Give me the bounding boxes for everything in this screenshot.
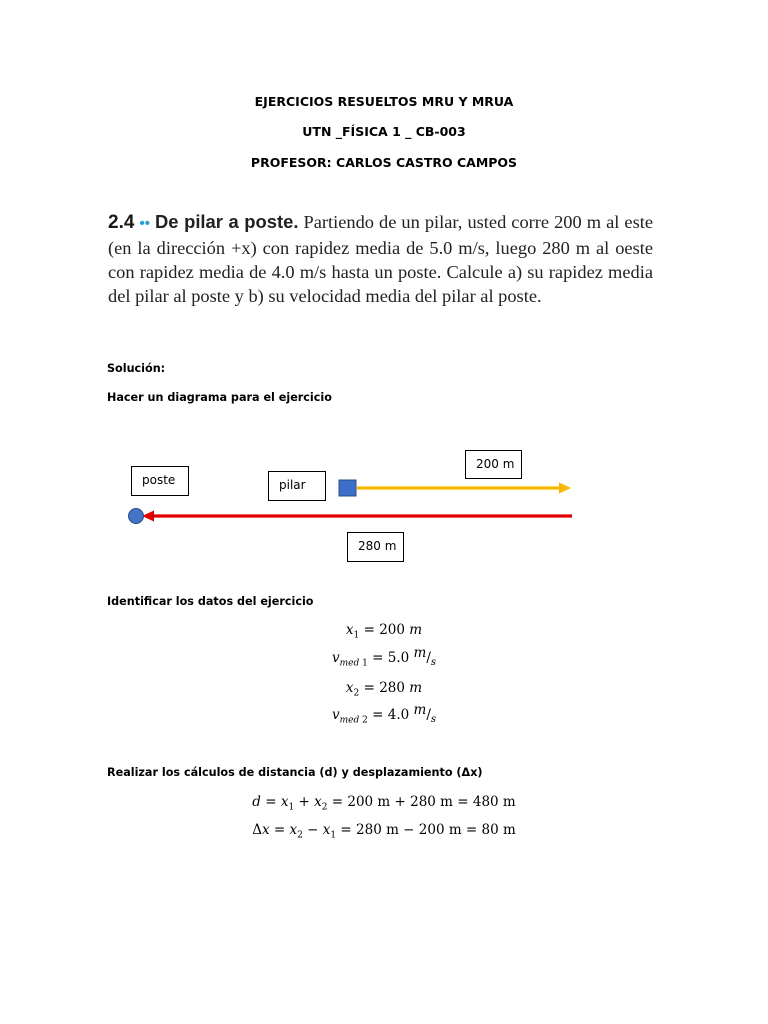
solution-label: Solución: — [107, 362, 166, 375]
eq-v2: $v_{med 2} = 4.0$ $m/_s$ — [331, 702, 437, 726]
pilar-label-box: pilar — [268, 471, 326, 501]
problem-text: Partiendo de un pilar, usted corre 200 m al este (en la dirección +x) con rapidez media de 5.0 m/s, luego 280 m al oeste con rapidez media de 4.0 m/s hasta un poste. Calcule a) su rapidez media del pilar al poste y b) su velocidad media del pilar al poste. — [108, 212, 653, 306]
pilar-marker — [339, 480, 356, 496]
distance-result: 200 m + 280 m = 480 m — [347, 794, 516, 810]
displacement-result: 280 m − 200 m = 80 m — [356, 822, 516, 838]
poste-marker — [129, 509, 144, 524]
x2-value: 280 — [379, 680, 405, 696]
eq-v1: $v_{med 1} = 5.0$ $m/_s$ — [331, 645, 437, 669]
poste-label-box: poste — [131, 466, 189, 496]
v2-value: 4.0 — [387, 707, 410, 723]
eq-displacement: $\Delta x = x_2 - x_1 = 280$ m − 200 m = 80 m — [252, 822, 516, 841]
problem-statement — [108, 210, 653, 308]
problem-title: De pilar a poste. — [155, 211, 299, 232]
header-course: UTN _FÍSICA 1 _ CB-003 — [302, 124, 466, 139]
v1-value: 5.0 — [387, 650, 410, 666]
eq-x2: $x_2 = 280$ m — [345, 680, 423, 699]
problem-number: 2.4 — [108, 212, 135, 233]
east-distance-box: 200 m — [465, 450, 522, 479]
header-professor: PROFESOR: CARLOS CASTRO CAMPOS — [250, 155, 518, 170]
difficulty-dots: •• — [139, 215, 150, 232]
eq-distance: $d = x_1 + x_2 = 200$ m + 280 m = 480 m — [252, 794, 516, 813]
data-label: Identificar los datos del ejercicio — [107, 595, 314, 608]
calc-label: Realizar los cálculos de distancia (d) y desplazamiento (Δx) — [107, 766, 483, 779]
x1-value: 200 — [379, 622, 405, 638]
east-arrow-head — [559, 483, 571, 494]
eq-x1: $x_1 = 200$ m — [345, 622, 423, 641]
west-distance-box: 280 m — [347, 532, 404, 562]
header-title: EJERCICIOS RESUELTOS MRU Y MRUA — [254, 94, 514, 109]
diagram-label: Hacer un diagrama para el ejercicio — [107, 391, 332, 404]
